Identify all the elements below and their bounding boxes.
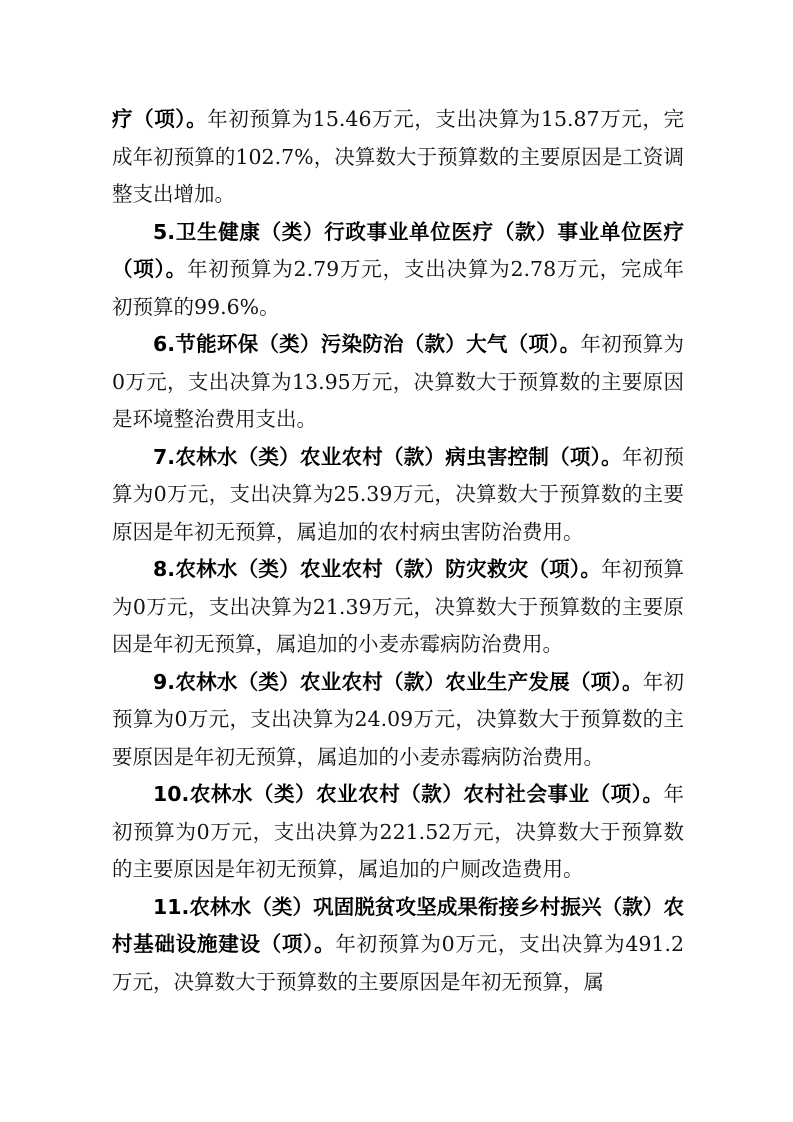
paragraph-text: 年初预算为0万元，支出决算为25.39万元，决算数大于预算数的主要原因是年初无预算，属追加的农村病虫害防治费用。 bbox=[112, 444, 684, 544]
paragraph-item-11 bbox=[112, 889, 684, 1002]
paragraph-item-10 bbox=[112, 776, 684, 889]
paragraph-text: 年初预算为15.46万元，支出决算为15.87万元，完成年初预算的102.7%，决算数大于预算数的主要原因是工资调整支出增加。 bbox=[112, 107, 685, 206]
paragraph-text: 年初预算为0万元，支出决算为24.09万元，决算数大于预算数的主要原因是年初无预算，属追加的小麦赤霉病防治费用。 bbox=[112, 669, 685, 769]
paragraph-heading: 10.农林水（类）农业农村（款）农村社会事业（项）。 bbox=[153, 782, 664, 806]
paragraph-heading: 9.农林水（类）农业农村（款）农业生产发展（项）。 bbox=[153, 669, 643, 694]
paragraph-text: 年初预算为0万元，支出决算为491.2万元，决算数大于预算数的主要原因是年初无预算，属 bbox=[112, 932, 685, 994]
paragraph-heading: 11.农林水（类）巩固脱贫攻坚成果衔接乡村振兴（款）农村基础设施建设（项）。 bbox=[112, 894, 684, 956]
paragraph-item-5 bbox=[112, 214, 684, 327]
document-body bbox=[112, 101, 684, 1001]
paragraph-item-9 bbox=[112, 664, 684, 777]
paragraph-heading: 8.农林水（类）农业农村（款）防灾救灾（项）。 bbox=[153, 557, 602, 581]
paragraph-heading: 5.卫生健康（类）行政事业单位医疗（款）事业单位医疗（项）。 bbox=[112, 219, 684, 281]
paragraph-item-8 bbox=[112, 551, 684, 664]
paragraph-item-7 bbox=[112, 439, 684, 552]
paragraph-heading: 疗（项）。 bbox=[112, 107, 208, 131]
paragraph-heading: 6.节能环保（类）污染防治（款）大气（项）。 bbox=[153, 332, 581, 356]
paragraph-item-6 bbox=[112, 326, 684, 439]
paragraph-continued bbox=[112, 101, 684, 214]
paragraph-text: 年初预算为0万元，支出决算为13.95万元，决算数大于预算数的主要原因是环境整治费用支出。 bbox=[112, 332, 684, 431]
paragraph-heading: 7.农林水（类）农业农村（款）病虫害控制（项）。 bbox=[153, 444, 622, 469]
paragraph-text: 年初预算为0万元，支出决算为221.52万元，决算数大于预算数的主要原因是年初无预算，属追加的户厕改造费用。 bbox=[112, 782, 684, 881]
paragraph-text: 年初预算为2.79万元，支出决算为2.78万元，完成年初预算的99.6%。 bbox=[112, 257, 684, 319]
paragraph-text: 年初预算为0万元，支出决算为21.39万元，决算数大于预算数的主要原因是年初无预算，属追加的小麦赤霉病防治费用。 bbox=[112, 557, 684, 656]
